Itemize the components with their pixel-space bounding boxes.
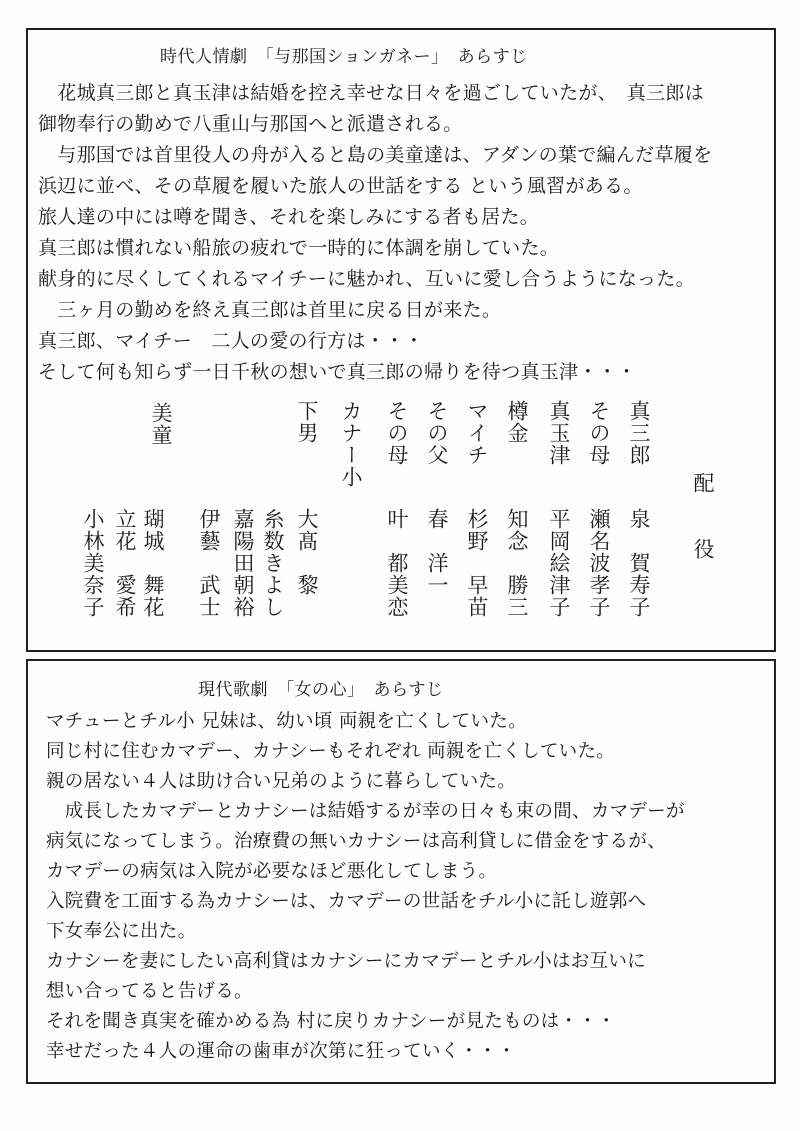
period-drama-synopsis: 花城真三郎と真玉津は結婚を控え幸せな日々を過ごしていたが、 真三郎は 御物奉行の勤めで八重山与那国へと派遣される。 与那国では首里役人の舟が入ると島の美童達は、アダンの葉で編んだ草履を 浜辺に並べ、その草履を履いた旅人の世話をする という風習がある。 旅人達の中には噂を聞き、それを楽しみにする者も居た。 真三郎は慣れない船旅の疲れで一時的に体調を崩していた。 献身的に尽くしてくれるマイチーに魅かれ、互いに愛し合うようになった。 三ヶ月の勤めを終え真三郎は首里に戻る日が来た。 真三郎、マイチー 二人の愛の行方は・・・ そして何も知らず一日千秋の想いで真三郎の帰りを待つ真玉津・・・ <box>38 82 713 383</box>
cast-actor: 泉 賀寿子 <box>627 508 651 618</box>
cast-role: その父 <box>425 400 449 466</box>
cast-entry <box>626 400 652 618</box>
cast-heading-1: 配 <box>691 472 715 494</box>
cast-actor: 瑚城 舞花 <box>141 508 165 618</box>
cast-entry <box>546 400 572 618</box>
cast-entry <box>424 400 450 596</box>
cast-role: その母 <box>385 400 409 466</box>
cast-actor: 小林美奈子 <box>81 508 105 618</box>
cast-actor: 杉野 早苗 <box>465 508 489 618</box>
cast-role: その母 <box>587 400 611 466</box>
cast-actor: 大髙 黎 <box>295 508 319 596</box>
period-drama-box <box>26 28 776 652</box>
cast-actor: 春 洋一 <box>425 508 449 596</box>
cast-actor: 平岡絵津子 <box>547 508 571 618</box>
period-drama-title: 時代人情劇 「与那国ションガネー」 あらすじ <box>160 47 528 67</box>
modern-drama-title: 現代歌劇 「女の心」 あらすじ <box>198 680 444 700</box>
modern-drama-synopsis: マチューとチル小 兄妹は、幼い頃 両親を亡くしていた。 同じ村に住むカマデー、カナシーもそれぞれ 両親を亡くしていた。 親の居ない４人は助け合い兄弟のように暮らしていた。 成長したカマデーとカナシーは結婚するが幸の日々も束の間、カマデーが 病気になってしまう。治療費の無いカナシーは高利貸しに借金をするが、 カマデーの病気は入院が必要なほど悪化してしまう。 入院費を工面する為カナシーは、カマデーの世話をチル小に託し遊郭へ 下女奉公に出た。 カナシーを妻にしたい高利貸はカナシーにカマデーとチル小はお互いに 想い合ってると告げる。 それを聞き真実を確かめる為 村に戻りカナシーが見たものは・・・ 幸せだった４人の運命の歯車が次第に狂っていく・・・ <box>46 711 685 1062</box>
cast-role: マイチ <box>465 400 489 466</box>
cast-role: 下男 <box>295 400 319 444</box>
cast-role: 真三郎 <box>627 400 651 466</box>
cast-entry <box>586 400 612 618</box>
cast-role: 樽金 <box>505 400 529 444</box>
cast-entry <box>338 400 364 508</box>
cast-heading-2: 役 <box>691 538 715 560</box>
cast-entry <box>294 400 320 596</box>
cast-actor: 糸数きよし <box>261 508 285 618</box>
cast-actor: 叶 都美恋 <box>385 508 409 618</box>
cast-role: 真玉津 <box>547 400 571 466</box>
cast-actor: 嘉陽田朝裕 <box>231 508 255 618</box>
cast-role: カナー小 <box>339 400 363 488</box>
cast-entry <box>384 400 410 618</box>
cast-actor: 瀬名波孝子 <box>587 508 611 618</box>
cast-entry <box>504 400 530 618</box>
cast-actor: 知念 勝三 <box>505 508 529 618</box>
cast-role-bidou: 美童 <box>149 402 173 446</box>
modern-drama-box <box>26 659 776 1084</box>
cast-entry <box>464 400 490 618</box>
cast-actor: 伊藝 武士 <box>197 508 221 618</box>
cast-actor: 立花 愛希 <box>113 508 137 618</box>
